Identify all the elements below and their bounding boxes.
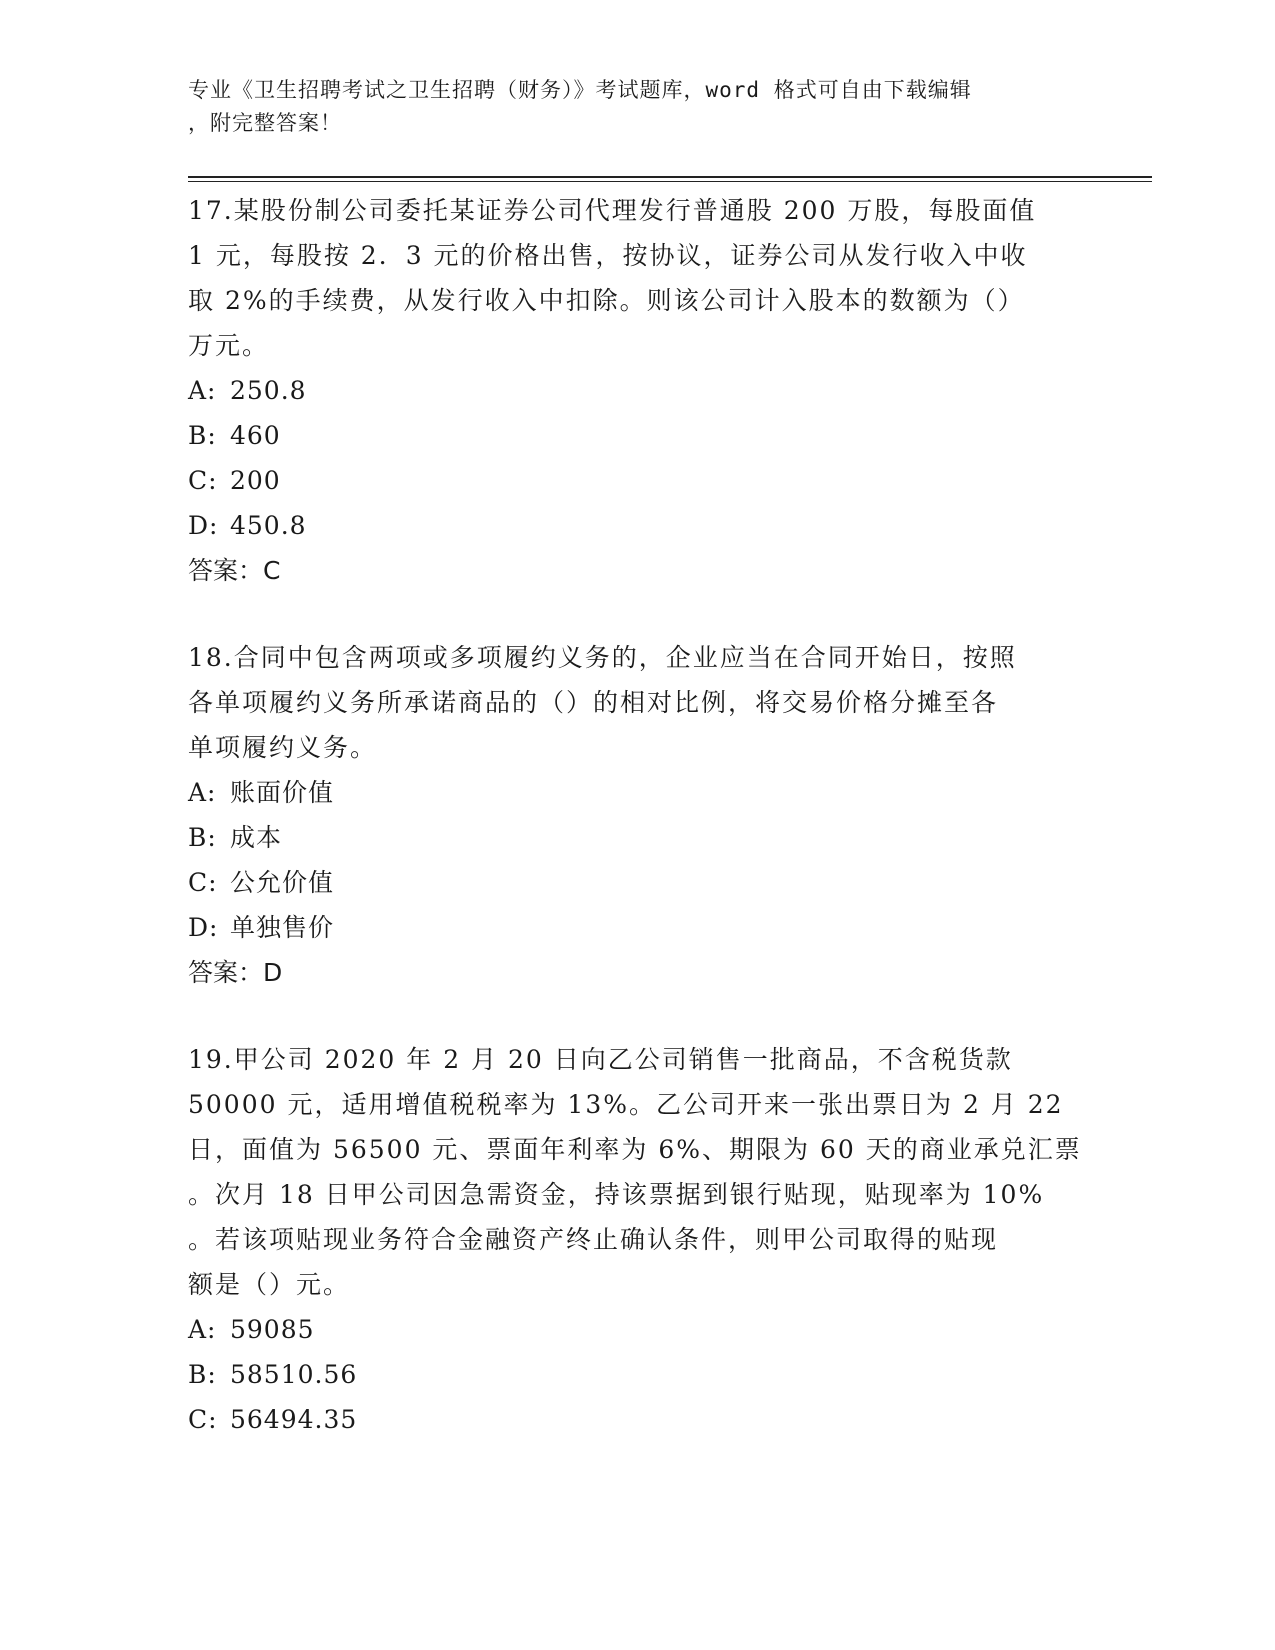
stem-line: 日，面值为 56500 元、票面年利率为 6%、期限为 60 天的商业承兑汇票 bbox=[188, 1135, 1082, 1164]
option-text: 56494.35 bbox=[230, 1405, 358, 1434]
option-text: 250.8 bbox=[230, 376, 307, 405]
option-key: D: bbox=[188, 913, 219, 942]
option-text: 59085 bbox=[230, 1315, 315, 1344]
option-key: C: bbox=[188, 868, 218, 897]
stem-line: 。若该项贴现业务符合金融资产终止确认条件，则甲公司取得的贴现 bbox=[188, 1225, 999, 1254]
stem-line: 1 元，每股按 2．3 元的价格出售，按协议，证券公司从发行收入中收 bbox=[188, 241, 1028, 270]
option-key: B: bbox=[188, 823, 217, 852]
question-19 bbox=[188, 1037, 1088, 1442]
question-18 bbox=[188, 635, 1088, 995]
stem-line: 万元。 bbox=[188, 331, 270, 360]
stem-line: 50000 元，适用增值税税率为 13%。乙公司开来一张出票日为 2 月 22 bbox=[188, 1090, 1064, 1119]
stem-line: 17.某股份制公司委托某证券公司代理发行普通股 200 万股，每股面值 bbox=[188, 196, 1037, 225]
option-text: 公允价值 bbox=[230, 868, 335, 897]
option-key: C: bbox=[188, 466, 218, 495]
option-text: 成本 bbox=[230, 823, 283, 852]
document-header bbox=[188, 74, 1088, 140]
option-c bbox=[188, 860, 1088, 905]
answer-line: 答案：D bbox=[188, 958, 283, 987]
option-b bbox=[188, 1352, 1088, 1397]
header-divider-thin bbox=[188, 181, 1152, 182]
option-text: 单独售价 bbox=[230, 913, 335, 942]
option-c bbox=[188, 1397, 1088, 1442]
option-key: D: bbox=[188, 511, 219, 540]
stem-line: 。次月 18 日甲公司因急需资金，持该票据到银行贴现，贴现率为 10% bbox=[188, 1180, 1045, 1209]
header-line: 专业《卫生招聘考试之卫生招聘（财务）》考试题库，word 格式可自由下载编辑 bbox=[188, 78, 972, 102]
option-key: A: bbox=[188, 376, 217, 405]
option-d bbox=[188, 503, 1088, 548]
question-stem bbox=[188, 188, 1088, 368]
option-b bbox=[188, 815, 1088, 860]
header-divider-thick bbox=[188, 176, 1152, 178]
option-key: A: bbox=[188, 778, 217, 807]
header-line: ，附完整答案！ bbox=[188, 111, 342, 135]
option-a bbox=[188, 368, 1088, 413]
stem-line: 单项履约义务。 bbox=[188, 733, 378, 762]
option-b bbox=[188, 413, 1088, 458]
option-text: 450.8 bbox=[230, 511, 307, 540]
option-text: 460 bbox=[230, 421, 281, 450]
stem-line: 各单项履约义务所承诺商品的（）的相对比例，将交易价格分摊至各 bbox=[188, 688, 999, 717]
option-text: 账面价值 bbox=[230, 778, 335, 807]
option-key: A: bbox=[188, 1315, 217, 1344]
stem-line: 19.甲公司 2020 年 2 月 20 日向乙公司销售一批商品，不含税货款 bbox=[188, 1045, 1013, 1074]
option-key: B: bbox=[188, 1360, 217, 1389]
stem-line: 额是（）元。 bbox=[188, 1270, 351, 1299]
option-text: 58510.56 bbox=[230, 1360, 358, 1389]
option-d bbox=[188, 905, 1088, 950]
question-stem bbox=[188, 1037, 1088, 1307]
stem-line: 取 2%的手续费，从发行收入中扣除。则该公司计入股本的数额为（） bbox=[188, 286, 1025, 315]
question-stem bbox=[188, 635, 1088, 770]
option-key: C: bbox=[188, 1405, 218, 1434]
stem-line: 18.合同中包含两项或多项履约义务的，企业应当在合同开始日，按照 bbox=[188, 643, 1017, 672]
option-c bbox=[188, 458, 1088, 503]
option-key: B: bbox=[188, 421, 217, 450]
option-a bbox=[188, 770, 1088, 815]
option-a bbox=[188, 1307, 1088, 1352]
question-list bbox=[188, 188, 1088, 1484]
answer-line: 答案：C bbox=[188, 556, 281, 585]
option-text: 200 bbox=[230, 466, 281, 495]
question-17 bbox=[188, 188, 1088, 593]
